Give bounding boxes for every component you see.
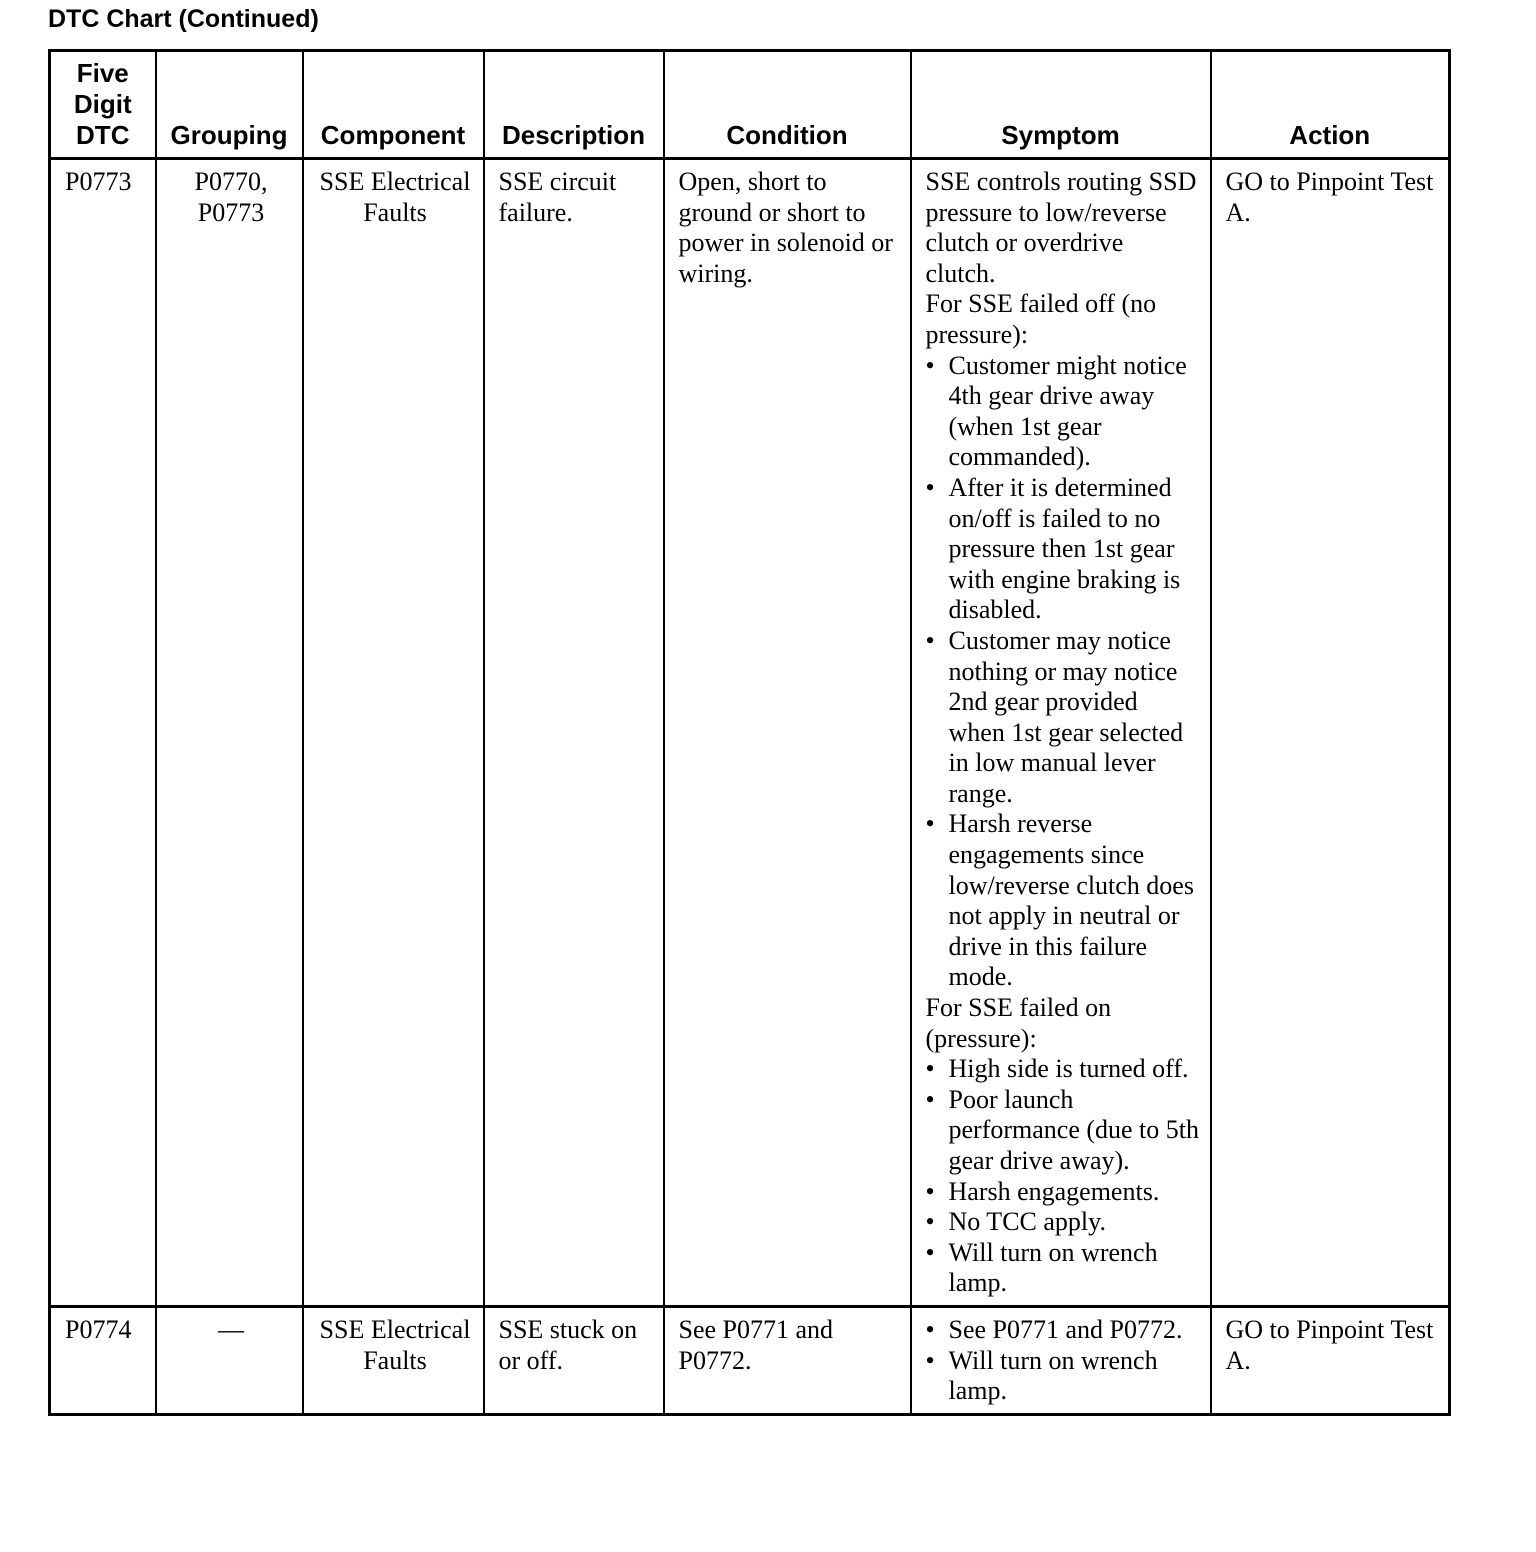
bullet-icon: • [925, 1207, 935, 1237]
list-item: • Customer might notice 4th gear drive away (when 1st gear commanded). [925, 350, 1187, 472]
list-item: • No TCC apply. [925, 1207, 1106, 1237]
symptom-intro: SSE controls routing SSD pressure to low/reverse clutch or overdrive clutch. [925, 167, 1197, 288]
list-item: • Harsh reverse engagements since low/reverse clutch does not apply in neutral or drive in this failure mode. [925, 809, 1194, 992]
cell-symptom [911, 1306, 1211, 1414]
list-item: • Harsh engagements. [925, 1176, 1160, 1206]
list-item: • Poor launch performance (due to 5th gear drive away). [925, 1084, 1200, 1175]
column-header-dtc: Five Digit DTC [50, 51, 156, 159]
cell-action: GO to Pinpoint Test A. [1211, 159, 1450, 1307]
cell-symptom [911, 159, 1211, 1307]
symptom-failed-off-heading: For SSE failed off (no pressure): [925, 289, 1157, 349]
bullet-icon: • [925, 625, 935, 655]
list-item: • Will turn on wrench lamp. [925, 1237, 1158, 1298]
cell-condition: Open, short to ground or short to power in solenoid or wiring. [664, 159, 911, 1307]
bullet-icon: • [925, 1345, 935, 1375]
cell-dtc: P0773 [50, 159, 156, 1307]
cell-grouping: P0770, P0773 [156, 159, 303, 1307]
cell-condition: See P0771 and P0772. [664, 1306, 911, 1414]
bullet-icon: • [925, 350, 935, 380]
list-item: • High side is turned off. [925, 1054, 1189, 1084]
list-item: • After it is determined on/off is failed to no pressure then 1st gear with engine braking is disabled. [925, 472, 1181, 625]
table-row [50, 159, 1450, 1307]
column-header-condition: Condition [664, 51, 911, 159]
list-item: • Will turn on wrench lamp. [925, 1345, 1158, 1406]
symptom-failed-off-list [926, 351, 1200, 993]
cell-grouping: — [156, 1306, 303, 1414]
dtc-chart-table [48, 49, 1451, 1416]
cell-component: SSE Electrical Faults [303, 1306, 484, 1414]
cell-action: GO to Pinpoint Test A. [1211, 1306, 1450, 1414]
cell-description: SSE stuck on or off. [484, 1306, 664, 1414]
bullet-icon: • [925, 1176, 935, 1206]
symptom-failed-on-heading: For SSE failed on (pressure): [925, 993, 1112, 1053]
column-header-symptom: Symptom [911, 51, 1211, 159]
list-item: • Customer may notice nothing or may notice 2nd gear provided when 1st gear selected in low manual lever range. [925, 625, 1184, 808]
bullet-icon: • [925, 472, 935, 502]
bullet-icon: • [925, 1084, 935, 1114]
bullet-icon: • [925, 809, 935, 839]
column-header-component: Component [303, 51, 484, 159]
symptom-failed-on-list [926, 1054, 1200, 1299]
cell-component: SSE Electrical Faults [303, 159, 484, 1307]
table-row [50, 1306, 1450, 1414]
column-header-action: Action [1211, 51, 1450, 159]
cell-dtc: P0774 [50, 1306, 156, 1414]
bullet-icon: • [925, 1314, 935, 1344]
symptom-list [926, 1315, 1200, 1407]
list-item: • See P0771 and P0772. [925, 1314, 1183, 1344]
column-header-grouping: Grouping [156, 51, 303, 159]
column-header-description: Description [484, 51, 664, 159]
bullet-icon: • [925, 1054, 935, 1084]
cell-description: SSE circuit failure. [484, 159, 664, 1307]
page-title: DTC Chart (Continued) [48, 5, 319, 33]
bullet-icon: • [925, 1237, 935, 1267]
table-header-row [50, 51, 1450, 159]
